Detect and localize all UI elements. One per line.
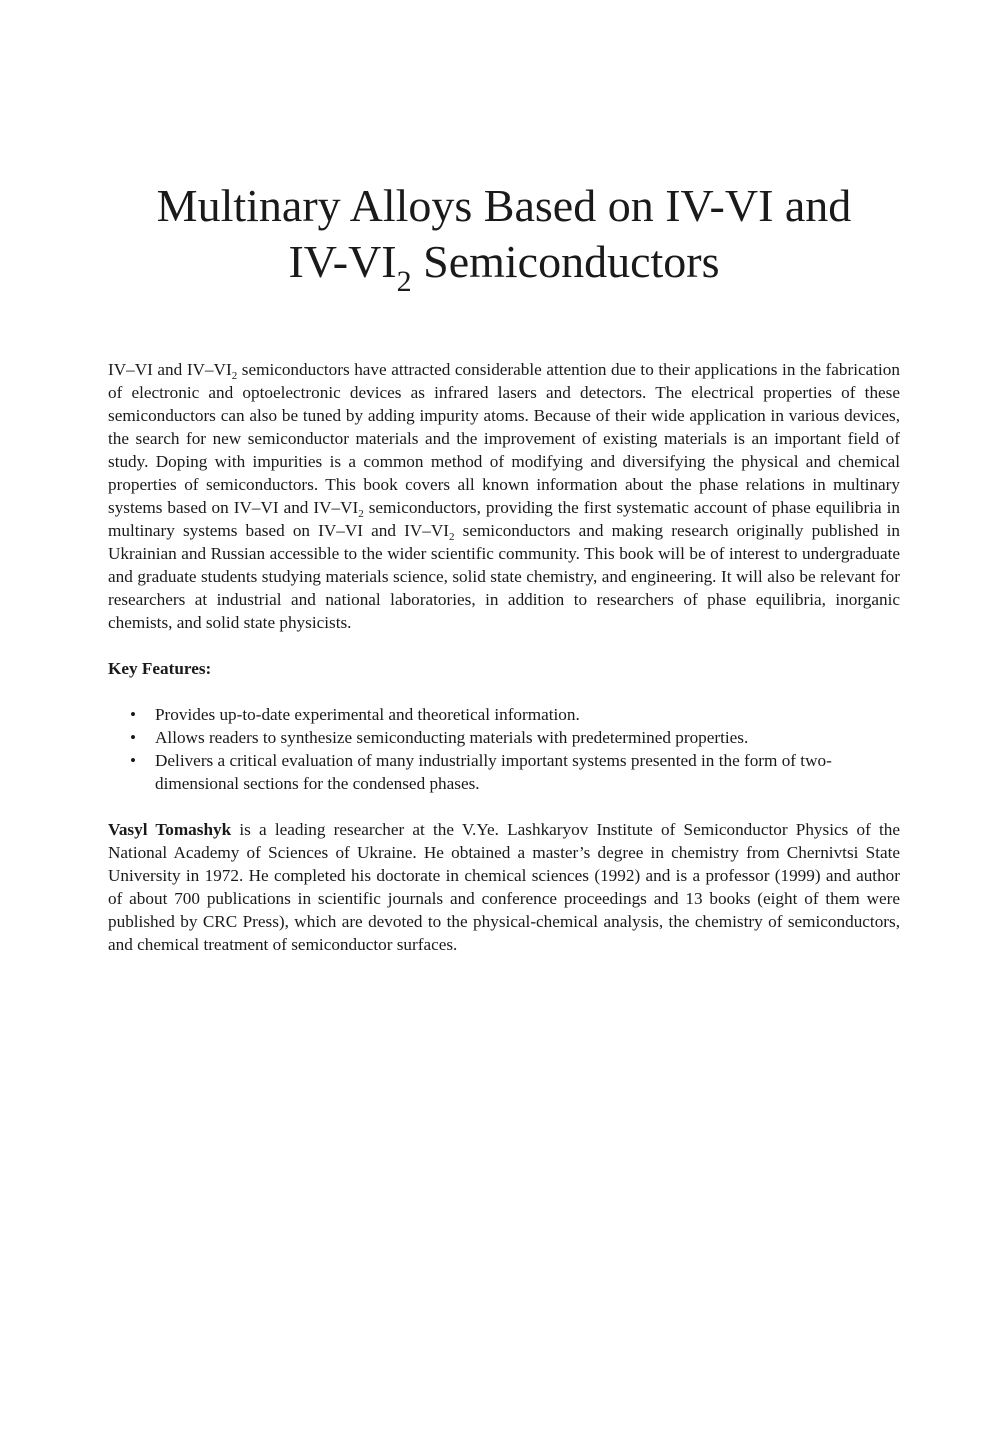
- intro-text-part-2: semiconductors have attracted considerable attention due to their applications in the fabrication of electronic and optoelectronic devices as infrared lasers and detectors. The electrical properties of these semiconductors can also be tuned by adding impurity atoms. Because of their wide application in various devices, the search for new semiconductor materials and the improvement of existing materials is an important field of study. Doping with impurities is a common method of modifying and diversifying the physical and chemical properties of semiconductors. This book covers all known information about the phase relations in multinary systems based on IV–VI and IV–VI: [108, 360, 900, 517]
- intro-subscript-2: 2: [358, 508, 364, 520]
- intro-text-part-1: IV–VI and IV–VI: [108, 360, 232, 379]
- feature-text: Allows readers to synthesize semiconducting materials with predetermined properties.: [155, 728, 749, 747]
- book-title-subscript: 2: [396, 265, 412, 298]
- list-item: [108, 726, 900, 749]
- author-bio-paragraph: [108, 818, 900, 956]
- feature-text: Delivers a critical evaluation of many industrially important systems presented in the form of two-dimensional sections for the condensed phases.: [155, 751, 832, 793]
- book-title-line-2-rest: Semiconductors: [411, 236, 720, 287]
- bullet-icon: •: [130, 728, 137, 747]
- intro-subscript-1: 2: [231, 370, 238, 382]
- author-bio-text: is a leading researcher at the V.Ye. Lashkaryov Institute of Semiconductor Physics of the National Academy of Sciences of Ukraine. He obtained a master’s degree in chemistry from Chernivtsi State University in 1972. He completed his doctorate in chemical sciences (1992) and is a professor (1999) and author of about 700 publications in scientific journals and conference proceedings and 13 books (eight of them were published by CRC Press), which are devoted to the physical-chemical analysis, the chemistry of semiconductors, and chemical treatment of semiconductor surfaces.: [108, 820, 900, 954]
- intro-paragraph: [108, 358, 900, 634]
- book-description: [108, 358, 900, 956]
- key-features-list: [108, 703, 900, 795]
- intro-text-part-3: semiconductors, providing the first systematic account of phase equilibria in multinary systems based on IV–VI and IV–VI: [108, 498, 900, 540]
- key-features-heading: Key Features:: [108, 659, 212, 678]
- book-title: [0, 178, 1008, 296]
- book-title-line-1: Multinary Alloys Based on IV-VI and: [156, 180, 852, 231]
- book-title-line-2-main: IV-VI: [288, 236, 397, 287]
- book-title-line-2: [288, 236, 720, 298]
- intro-subscript-3: 2: [448, 531, 455, 543]
- bullet-icon: •: [130, 705, 137, 724]
- list-item: [108, 749, 900, 795]
- intro-text-part-4: semiconductors and making research originally published in Ukrainian and Russian accessible to the wider scientific community. This book will be of interest to undergraduate and graduate students studying materials science, solid state chemistry, and engineering. It will also be relevant for researchers at industrial and national laboratories, in addition to researchers of phase equilibria, inorganic chemists, and solid state physicists.: [108, 521, 900, 632]
- feature-text: Provides up-to-date experimental and theoretical information.: [155, 705, 580, 724]
- author-name: Vasyl Tomashyk: [108, 820, 232, 839]
- bullet-icon: •: [130, 751, 137, 770]
- list-item: [108, 703, 900, 726]
